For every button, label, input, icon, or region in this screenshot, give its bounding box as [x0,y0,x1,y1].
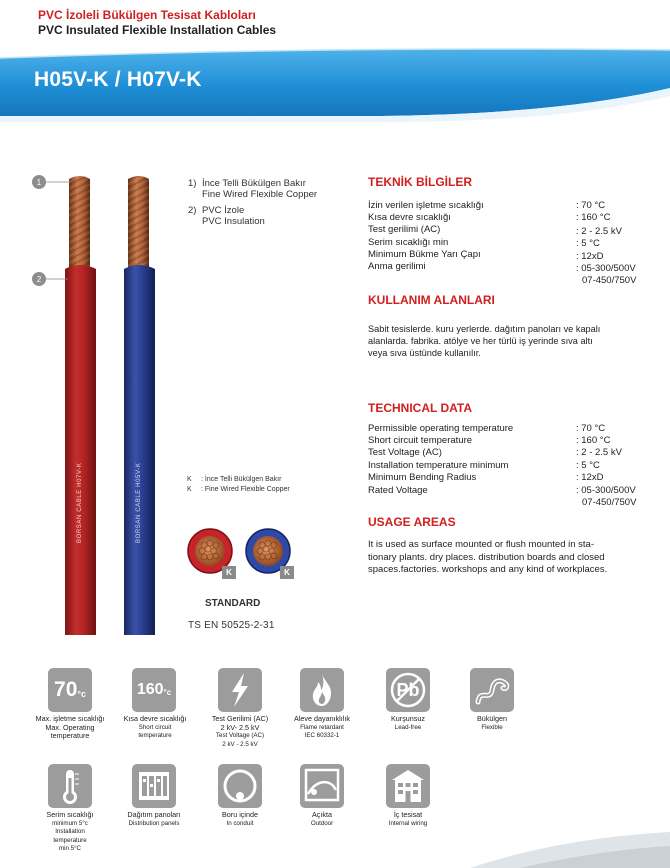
flame-icon [300,668,344,712]
spec-value-en: : 5 °C [576,460,600,471]
spec-value-tr: : 12xD [576,251,604,262]
tile-number: 160 [136,681,164,698]
spec-label-tr: Anma gerilimi [368,261,426,272]
caption-distribution-panels: Dağıtım panoları Distribution panels [127,810,181,827]
blue-cable-print: BORSAN CABLE H05V-K [136,462,142,543]
caption-lead-free: Kurşunsuz Lead-free [391,714,425,731]
standard-code: TS EN 50525-2-31 [188,620,275,631]
spec-value-en: : 160 °C [576,435,611,446]
cable-drawing [28,165,178,645]
spec-value-en: : 70 °C [576,423,606,434]
spec-value-tr-continued: 07-450/750V [582,275,637,286]
spec-value-en-continued: 07-450/750V [582,497,637,508]
spec-value-tr: : 2 - 2.5 kV [576,226,622,237]
spec-value-tr: : 05-300/500V [576,263,636,274]
caption-test-voltage: Test Gerilimi (AC) 2 kV- 2.5 kV Test Voltage (AC) 2 kV - 2.5 kV [211,714,269,748]
spec-value-tr: : 160 °C [576,212,611,223]
k-badge-red: K [222,566,236,579]
caption-outdoor: Açıkta Outdoor [310,810,334,827]
callout-marker-1: 1 [36,178,42,187]
tile-number: 70 [54,678,78,701]
callout-number-1: 1) [188,178,197,189]
internal-wiring-icon [386,764,430,808]
k-badge-blue: K [280,566,294,579]
callout-marker-2: 2 [36,275,42,284]
k-legend-tr: K : İnce Telli Bükülgen Bakır [187,476,282,483]
spec-value-en: : 05-300/500V [576,485,636,496]
callout-label-tr-2: PVC İzole [202,205,245,216]
spec-value-tr: : 70 °C [576,200,606,211]
callout-label-tr-1: İnce Telli Bükülgen Bakır [202,178,306,189]
callout-label-en-1: Fine Wired Flexible Copper [202,189,318,200]
spec-label-en: Test Voltage (AC) [368,447,442,458]
thermometer-icon [48,764,92,808]
caption-short-circuit-temperature: Kısa devre sıcaklığı Short circuit temperature [123,714,187,740]
lightning-icon [218,668,262,712]
spec-value-en: : 12xD [576,472,604,483]
red-cable-print: BORSAN CABLE H07V-K [77,462,83,543]
spec-label-tr: Serim sıcaklığı min [368,237,449,248]
header-title-en: PVC Insulated Flexible Installation Cables [38,23,277,37]
tile-unit: °c [163,688,172,697]
technical-data-title: TECHNICAL DATA [368,401,472,415]
standard-label: STANDARD [205,598,261,609]
cable-illustration [28,165,178,645]
spec-label-en: Minimum Bending Radius [368,472,477,483]
teknik-bilgiler-title: TEKNİK BİLGİLER [368,175,472,189]
spec-label-en: Installation temperature minimum [368,460,509,471]
caption-max-operating-temperature: Max. işletme sıcaklığı Max. Operating temperature [35,714,105,741]
spec-label-en: Short circuit temperature [368,435,473,446]
kullanim-alanlari-text: Sabit tesislerde. kuru yerlerde. dağıtım panoları ve kapalı alanlarda. fabrika. atölye ve her türlü iş yerinde sıva altı veya sıva üstünde kullanılır. [368,324,601,358]
spec-label-tr: Kısa devre sıcaklığı [368,212,451,223]
tile-unit: °c [77,689,86,699]
spec-label-tr: Minimum Bükme Yarı Çapı [368,249,481,260]
k-legend-en: K : Fine Wired Flexible Copper [187,486,290,493]
caption-in-conduit: Boru içinde In conduit [222,810,258,827]
flexible-cable-icon [470,668,514,712]
spec-label-en: Permissible operating temperature [368,423,514,434]
callout-number-2: 2) [188,205,197,216]
spec-label-tr: Test gerilimi (AC) [368,224,441,235]
outdoor-icon [300,764,344,808]
spec-label-tr: İzin verilen işletme sıcaklığı [368,200,484,211]
caption-flexible: Bükülgen Flexible [477,714,507,731]
usage-areas-text: It is used as surface mounted or flush mounted in sta- tionary plants. dry places. distribution boards and closed spaces.factories. workshops and any kind of workplaces. [368,539,608,575]
temperature-160-icon [132,668,176,712]
temperature-70-icon [48,668,92,712]
header-title-tr: PVC İzoleli Bükülgen Tesisat Kabloları [38,8,256,22]
product-code-title: H05V-K / H07V-K [34,68,202,91]
spec-label-en: Rated Voltage [368,485,428,496]
caption-internal-wiring: İç tesisat Internal wiring [388,810,428,827]
caption-flame-retardant: Aleve dayanıklılık Flame retardant IEC 60332-1 [294,714,350,740]
spec-value-en: : 2 - 2.5 kV [576,447,622,458]
lead-free-icon: Pb [386,668,430,712]
usage-areas-title: USAGE AREAS [368,515,456,529]
callout-label-en-2: PVC Insulation [202,216,265,227]
kullanim-alanlari-title: KULLANIM ALANLARI [368,293,495,307]
distribution-panel-icon [132,764,176,808]
caption-installation-temperature: Serim sıcaklığı minimum 5°c Installation temperature min 5°C [46,810,94,853]
conduit-icon [218,764,262,808]
spec-value-tr: : 5 °C [576,238,600,249]
